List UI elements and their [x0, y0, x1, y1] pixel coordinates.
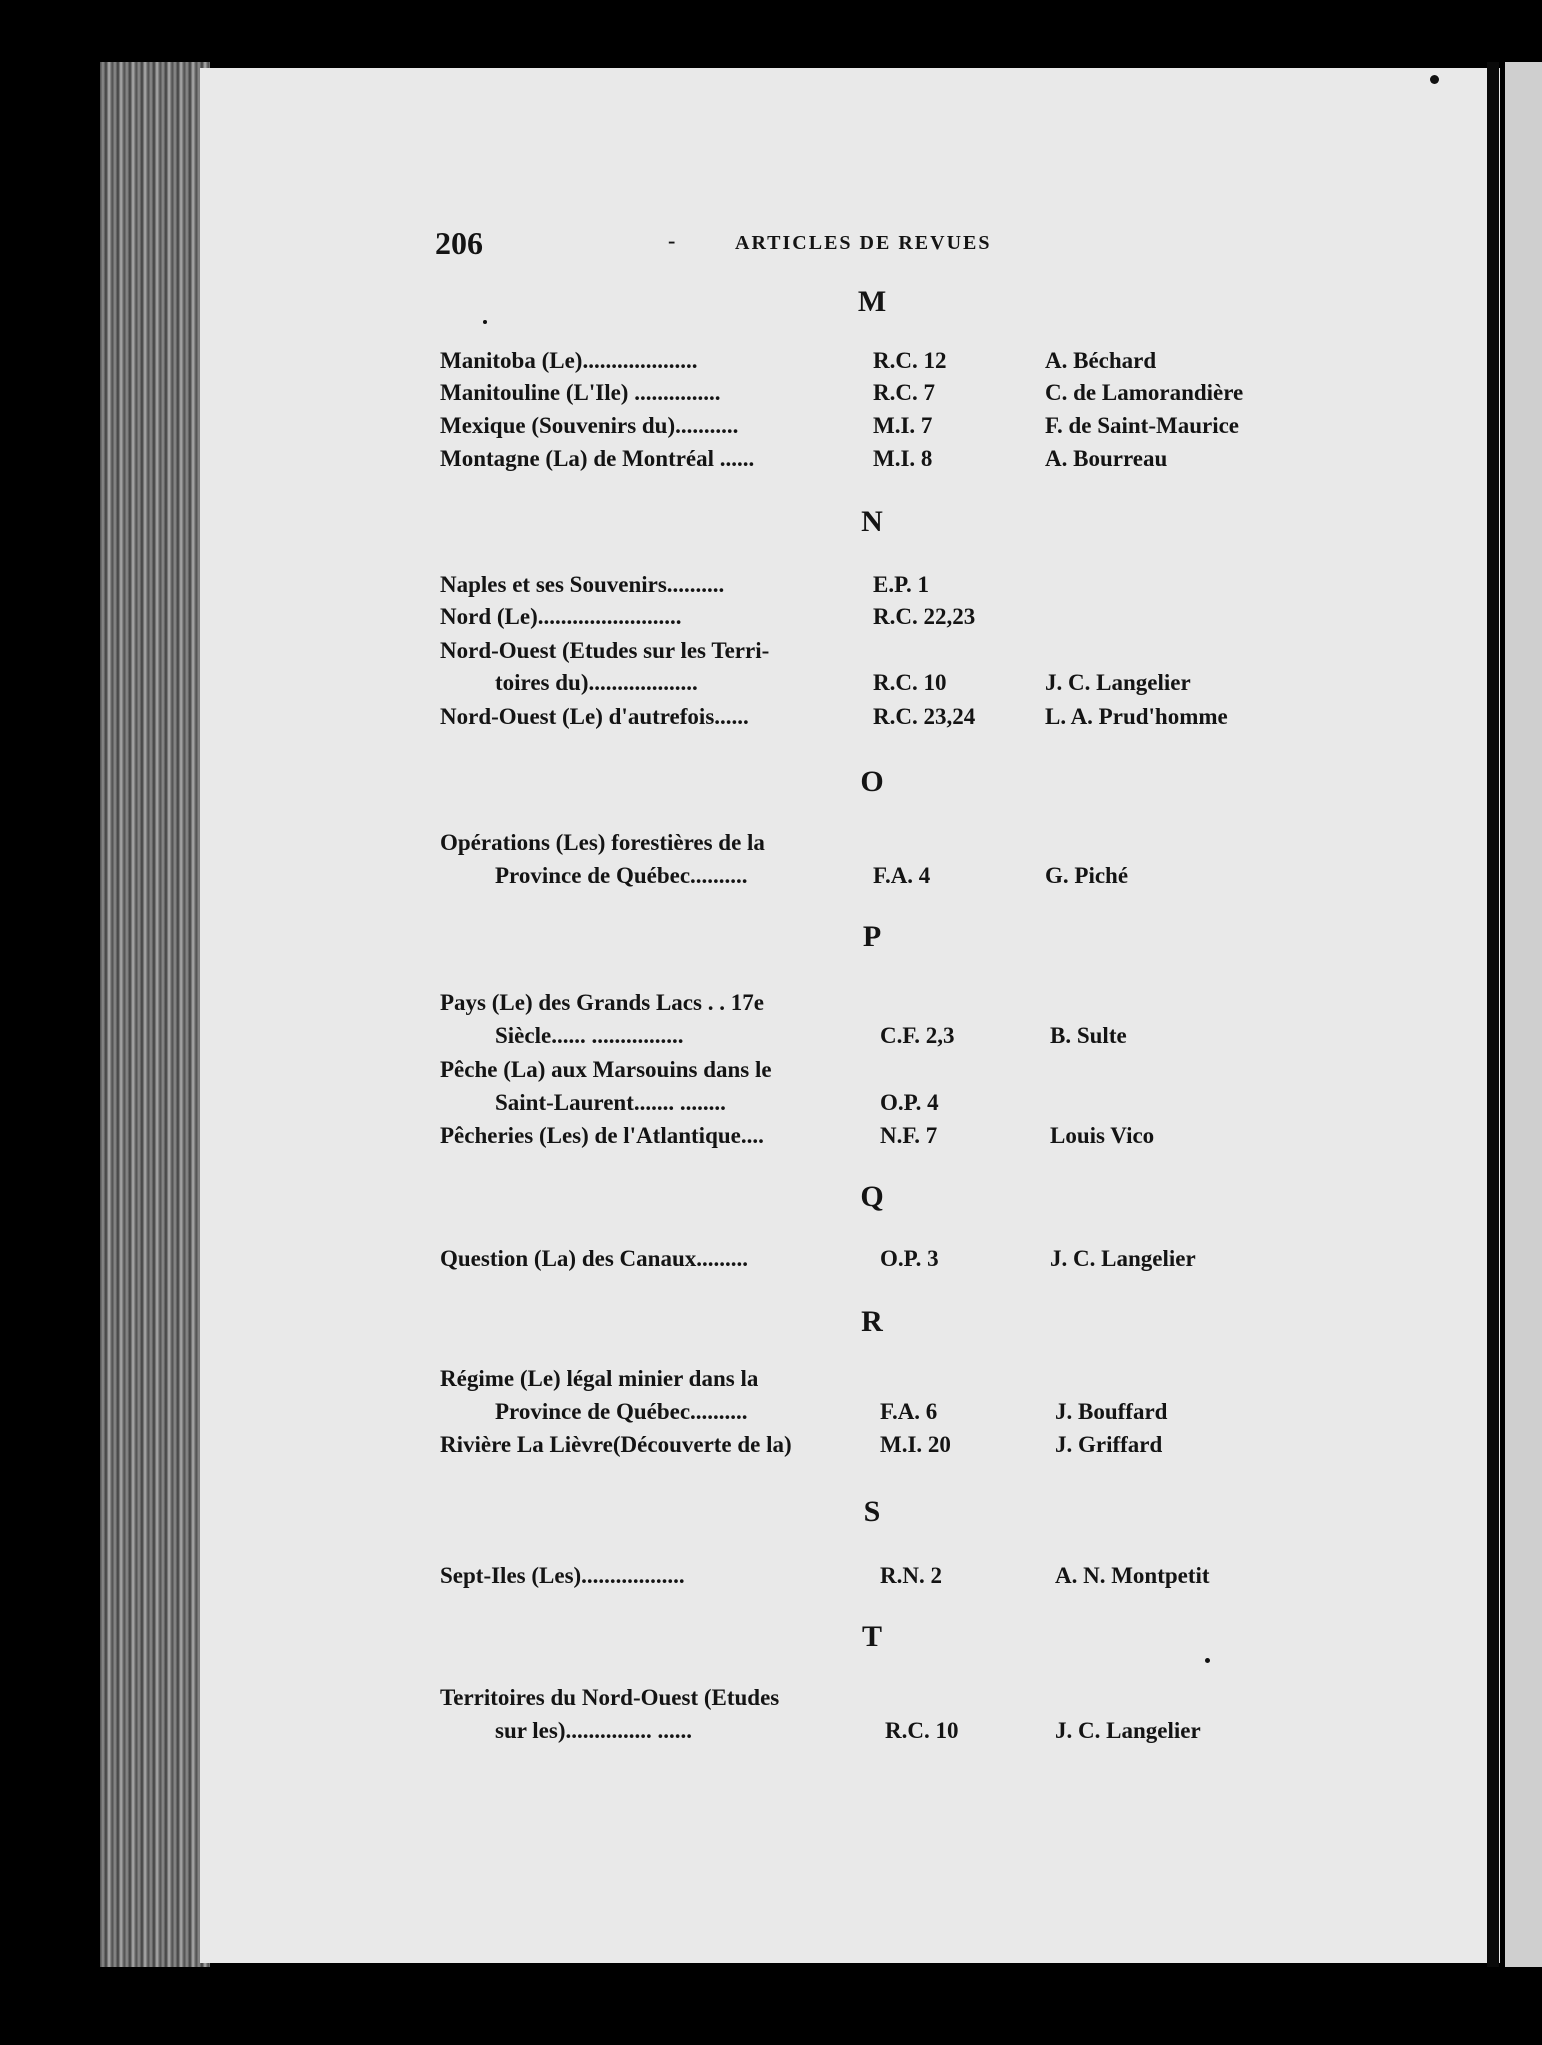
entry-reference: R.C. 23,24 [873, 704, 976, 729]
entry-title-line: Manitouline (L'Ile) ............... [440, 380, 721, 405]
entry-reference: F.A. 6 [880, 1399, 938, 1424]
ink-speck [1430, 75, 1439, 84]
entry-author: Louis Vico [1050, 1123, 1155, 1148]
section-letter: Q [860, 1180, 884, 1213]
entry-title-line: Sept-Iles (Les).................. [440, 1563, 685, 1588]
entry-author: A. N. Montpetit [1055, 1563, 1210, 1588]
entry-reference: R.C. 12 [873, 348, 947, 373]
entry-title-line: Régime (Le) légal minier dans la [440, 1366, 759, 1391]
entry-reference: R.C. 7 [873, 380, 935, 405]
entry-title-line: Naples et ses Souvenirs.......... [440, 572, 725, 597]
entry-title-line: sur les)............... ...... [495, 1718, 692, 1743]
entry-author: C. de Lamorandière [1045, 380, 1244, 405]
section-letter: S [863, 1495, 881, 1528]
entry-author: L. A. Prud'homme [1045, 704, 1228, 729]
entry-title-line: Saint-Laurent....... ........ [495, 1090, 726, 1115]
section-letter: T [861, 1620, 882, 1653]
entry-author: G. Piché [1045, 863, 1129, 888]
section-letter: N [861, 505, 883, 538]
entry-title-line: Nord (Le)......................... [440, 604, 682, 629]
entry-title-line: Territoires du Nord-Ouest (Etudes [440, 1685, 780, 1710]
book-gutter [1487, 62, 1499, 1967]
entry-title-line: toires du)................... [495, 670, 698, 695]
entry-reference: R.C. 22,23 [873, 604, 976, 629]
entry-reference: N.F. 7 [880, 1123, 938, 1148]
entry-title-line: Manitoba (Le).................... [440, 348, 698, 373]
entry-reference: R.N. 2 [880, 1563, 942, 1588]
ink-speck [483, 320, 487, 324]
entry-title-line: Opérations (Les) forestières de la [440, 830, 765, 855]
entry-reference: F.A. 4 [873, 863, 931, 888]
running-title: ARTICLES DE REVUES [735, 232, 992, 254]
entry-reference: M.I. 20 [880, 1432, 951, 1457]
entry-reference: E.P. 1 [873, 572, 930, 597]
header-dash: - [668, 228, 676, 253]
entry-title-line: Pêcheries (Les) de l'Atlantique.... [440, 1123, 764, 1148]
entry-title-line: Nord-Ouest (Le) d'autrefois...... [440, 704, 749, 729]
entry-reference: C.F. 2,3 [880, 1023, 955, 1048]
entry-author: J. Bouffard [1055, 1399, 1168, 1424]
entry-title-line: Pays (Le) des Grands Lacs . . 17e [440, 990, 764, 1015]
page-number: 206 [435, 225, 483, 261]
entry-reference: R.C. 10 [885, 1718, 959, 1743]
entry-reference: M.I. 7 [873, 413, 933, 438]
entry-author: J. C. Langelier [1055, 1718, 1201, 1743]
entry-title-line: Province de Québec.......... [495, 1399, 748, 1424]
page-edge-shadow [100, 62, 210, 1967]
entry-title-line: Mexique (Souvenirs du)........... [440, 413, 739, 438]
entry-author: F. de Saint-Maurice [1045, 413, 1239, 438]
section-letter: O [860, 765, 884, 798]
entry-author: B. Sulte [1050, 1023, 1127, 1048]
entry-reference: M.I. 8 [873, 446, 933, 471]
entry-title-line: Pêche (La) aux Marsouins dans le [440, 1057, 772, 1082]
entry-author: J. C. Langelier [1050, 1246, 1196, 1271]
entry-title-line: Nord-Ouest (Etudes sur les Terri- [440, 638, 770, 663]
section-letter: P [862, 920, 882, 953]
section-letter: M [857, 285, 887, 318]
entry-title-line: Montagne (La) de Montréal ...... [440, 446, 755, 471]
book-page [200, 68, 1500, 1963]
entry-author: A. Béchard [1045, 348, 1157, 373]
entry-reference: O.P. 4 [880, 1090, 939, 1115]
entry-reference: R.C. 10 [873, 670, 947, 695]
entry-title-line: Province de Québec.......... [495, 863, 748, 888]
entry-title-line: Question (La) des Canaux......... [440, 1246, 748, 1271]
entry-reference: O.P. 3 [880, 1246, 939, 1271]
entry-title-line: Siècle...... ................ [495, 1023, 684, 1048]
section-letter: R [861, 1305, 883, 1338]
ink-speck [1205, 1658, 1210, 1663]
entry-author: J. Griffard [1055, 1432, 1163, 1457]
entry-author: A. Bourreau [1045, 446, 1168, 471]
facing-page-edge [1505, 62, 1542, 1967]
entry-title-line: Rivière La Lièvre(Découverte de la) [440, 1432, 792, 1457]
entry-author: J. C. Langelier [1045, 670, 1191, 695]
